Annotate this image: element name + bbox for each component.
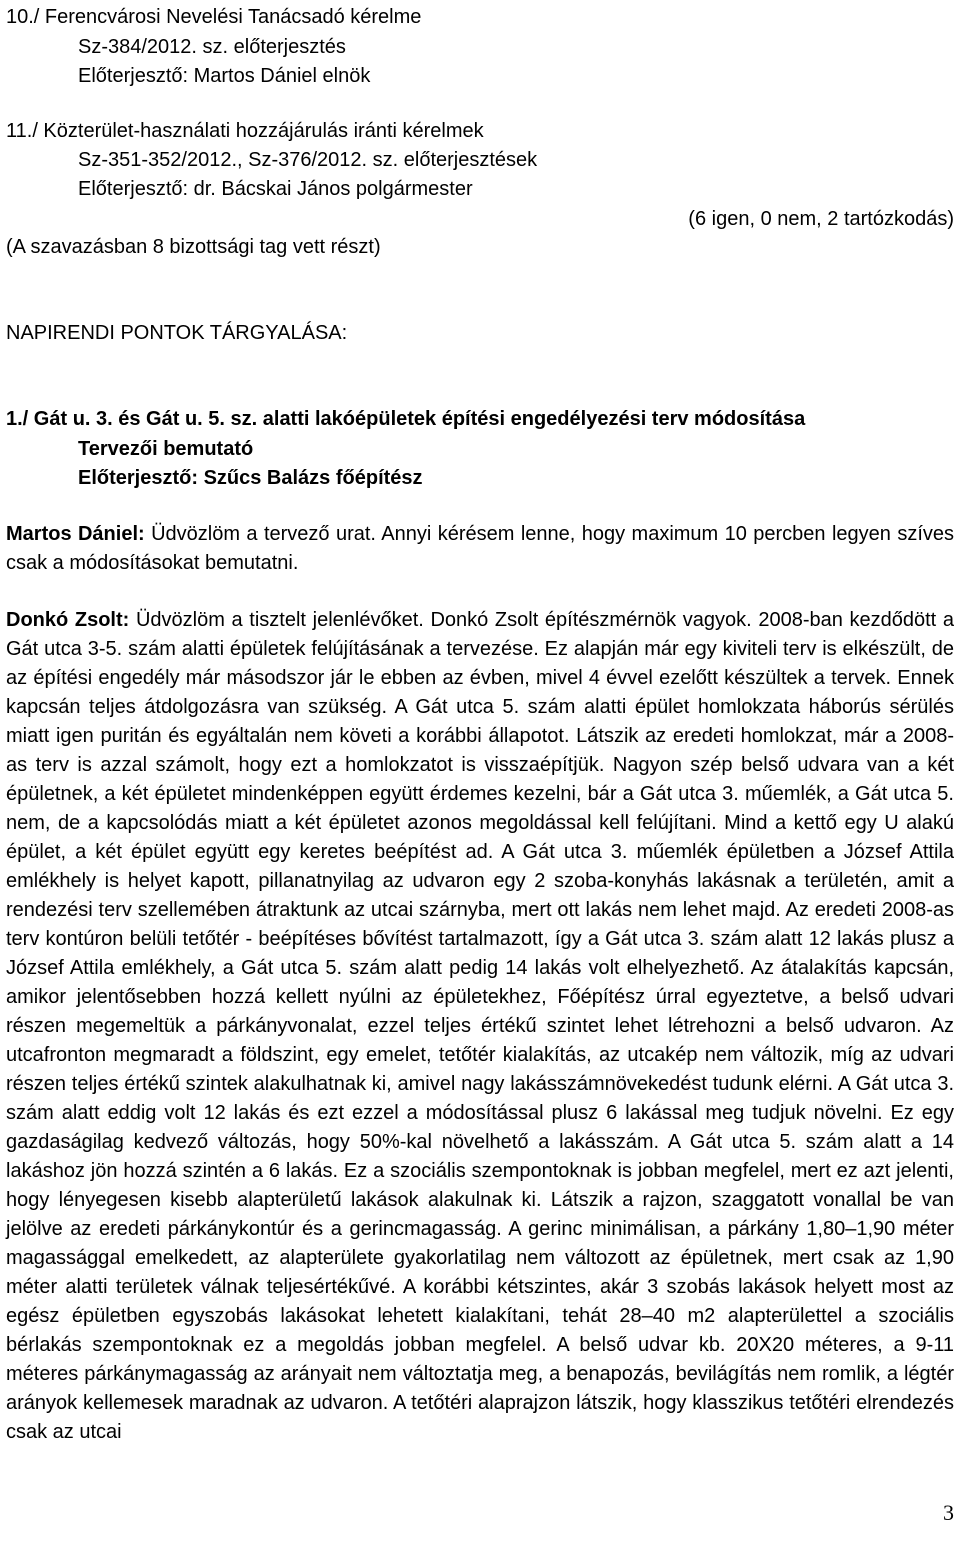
page-number: 3 [943,1500,954,1525]
speech-text: Üdvözlöm a tervező urat. Annyi kérésem lenne, hogy maximum 10 percben legyen szíves csak a módosításokat bemutatni. [6,523,955,574]
agenda-item-presenter: Előterjesztő: Szűcs Balázs főépítész [78,467,423,489]
participation-note: (A szavazásban 8 bizottsági tag vett részt) [6,236,381,258]
item10-ref: Sz-384/2012. sz. előterjesztés [78,36,346,58]
agenda-item-title: 1./ Gát u. 3. és Gát u. 5. sz. alatti lakóépületek építési engedélyezési terv módosítása [6,408,806,430]
item11-title: 11./ Közterület-használati hozzájárulás iránti kérelmek [6,120,484,142]
speech-text: Üdvözlöm a tisztelt jelenlévőket. Donkó Zsolt építészmérnök vagyok. 2008-ban kezdődött a Gát utca 3-5. szám alatti épületek felújításának a tervezése. Ez alapján már egy kiviteli terv is elkészült, de az építési engedély már másodszor jár le ebben az évben, mivel 4 évvel ezelőtt készültek a tervek. Ennek kapcsán teljes átdolgozásra van szükség. A Gát utca 5. szám alatti épület homlokzata háborús sérülés miatt igen puritán és egyáltalán nem követi a korábbi állapotot. Látszik az eredeti homlokzat, már a 2008-as terv is azzal számolt, hogy ezt a homlokzatot is visszaépítjük. Nagyon szép belső udvara van a két épületnek, a két épületet mindenképpen együtt érdemes kezelni, bár a Gát utca 3. műemlék, a Gát utca 5. nem, de a kapcsolódás miatt a két épületet azonos megoldással kell felújítani. Mind a kettő egy U alakú épület, a két épület együtt egy keretes beépítést ad. A Gát utca 3. műemlék épületben a József Attila emlékhely is helyet kapott, pillanatnyilag az udvaron egy 2 szoba-konyhás lakásnak a területén, amit a rendezési terv szellemében átraktunk az utcai szárnyba, mert ott lakás nem lehet majd. Az eredeti 2008-as terv kontúron belüli tetőtér - beépítéses bővítést tartalmazott, így a Gát utca 3. szám alatt 12 lakás plusz a József Attila emlékhely, a Gát utca 5. szám alatt pedig 14 lakás volt elhelyezhető. Az átalakítás kapcsán, amikor jelentősebben hozzá kellett nyúlni az épületekhez, Főépítész úrral egyeztetve, a belső udvari részen megemeltük a párkányvonalat, ezzel teljes értékű szintet lehet létrehozni a belső udvaron. Az utcafronton megmaradt a földszint, egy emelet, tetőtér kialakítás, az utcakép nem változik, míg az udvari részen teljes értékű szintek alakulhatnak ki, amivel nagy lakásszámnövekedést tudunk elérni. A Gát utca 3. szám alatt eddig volt 12 lakás és ezt ezzel a módosítással plusz 6 lakással meg tudjuk növelni. Ez egy gazdaságilag kedvező változás, hogy 50%-kal növelhető a lakásszám. A Gát utca 5. szám alatt a 14 lakáshoz jön hozzá szintén a 6 lakás. Ez a szociális szempontoknak is jobban megfelel, mert ez azt jelenti, hogy lényegesen kisebb alapterületű lakások alakulnak ki. Látszik a rajzon, szaggatott vonallal be van jelölve az eredeti párkánykontúr és a gerincmagasság. A gerinc minimálisan, a párkány 1,80–1,90 méter magassággal emelkedett, az alapterülete gyakorlatilag nem változott az épületnek, mert csak az 1,90 méter alatti területek válnak teljesértékűvé. A korábbi kétszintes, akár 3 szobás lakások helyett most az egész épületben egyszobás lakásokat lehetett kialakítani, tehát 28–40 m2 alapterülettel a szociális bérlakás szempontoknak ez a megoldás jobban megfelel. A belső udvar kb. 20X20 méteres, a 9-11 méteres párkánymagasság az arányait nem változtatja meg, a benapozás, bevilágítás nem romlik, a légtér arányok kellemesek maradnak az udvaron. A tetőtéri alaprajzon látszik, hogy klasszikus tetőtéri elrendezés csak az utcai [6,609,954,1443]
item10-title: 10./ Ferencvárosi Nevelési Tanácsadó kérelme [6,6,422,28]
vote-result: (6 igen, 0 nem, 2 tartózkodás) [688,208,954,230]
item10-presenter: Előterjesztő: Martos Dániel elnök [78,65,371,87]
item11-ref: Sz-351-352/2012., Sz-376/2012. sz. előterjesztések [78,149,538,171]
speech-donko [6,606,954,1447]
speech-martos [6,520,954,578]
agenda-heading: NAPIRENDI PONTOK TÁRGYALÁSA: [6,322,348,344]
agenda-item-subtitle: Tervezői bemutató [78,438,254,460]
speaker-name: Donkó Zsolt: [6,609,130,631]
speaker-name: Martos Dániel: [6,523,145,545]
item11-presenter: Előterjesztő: dr. Bácskai János polgármester [78,178,473,200]
